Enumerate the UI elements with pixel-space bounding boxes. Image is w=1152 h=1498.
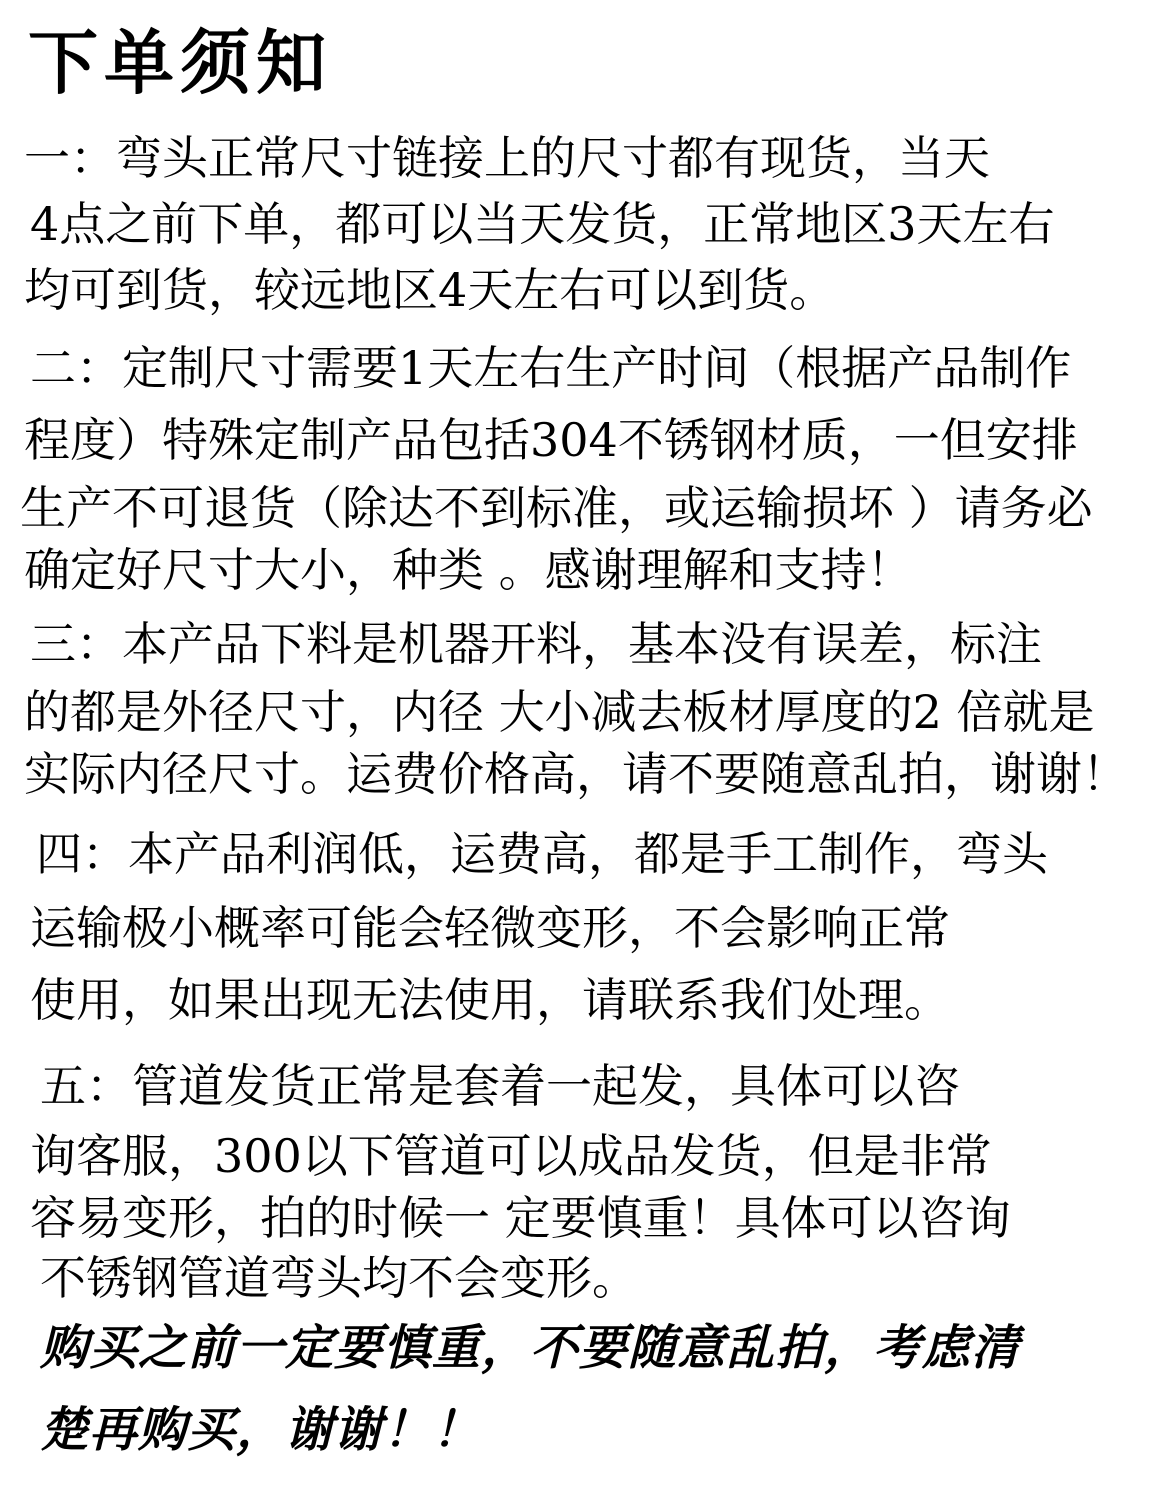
- section-5-line-4: 不锈钢管道弯头均不会变形。: [40, 1251, 638, 1305]
- page-title: 下单须知: [28, 22, 332, 104]
- section-2-line-1: 二：定制尺寸需要1天左右生产时间（根据产品制作: [30, 341, 1072, 395]
- section-3-line-3: 实际内径尺寸。运费价格高，请不要随意乱拍，谢谢！: [24, 747, 1128, 801]
- section-5-line-3: 容易变形，拍的时候一 定要慎重！具体可以咨询: [30, 1191, 1011, 1245]
- section-3-line-2: 的都是外径尺寸，内径 大小减去板材厚度的2 倍就是: [24, 685, 1095, 739]
- section-5-line-2: 询客服，300以下管道可以成品发货，但是非常: [30, 1129, 992, 1183]
- section-2-line-2: 程度）特殊定制产品包括304不锈钢材质，一但安排: [24, 413, 1078, 467]
- emphasis-line-2: 楚再购买，谢谢！！: [40, 1402, 482, 1458]
- section-2-line-3: 生产不可退货（除达不到标准，或运输损坏 ）请务必: [20, 481, 1093, 535]
- section-4-line-2: 运输极小概率可能会轻微变形，不会影响正常: [30, 901, 950, 955]
- section-1-line-3: 均可到货，较远地区4天左右可以到货。: [24, 263, 836, 317]
- section-1-line-1: 一：弯头正常尺寸链接上的尺寸都有现货，当天: [24, 131, 990, 185]
- section-5-line-1: 五：管道发货正常是套着一起发，具体可以咨: [40, 1059, 960, 1113]
- section-4-line-3: 使用，如果出现无法使用，请联系我们处理。: [30, 973, 950, 1027]
- section-3-line-1: 三：本产品下料是机器开料，基本没有误差，标注: [30, 617, 1042, 671]
- section-4-line-1: 四：本产品利润低，运费高，都是手工制作，弯头: [36, 827, 1048, 881]
- section-2-line-4: 确定好尺寸大小，种类 。感谢理解和支持！: [24, 543, 913, 597]
- emphasis-line-1: 购买之前一定要慎重，不要随意乱拍，考虑清: [40, 1320, 1021, 1376]
- section-1-line-2: 4点之前下单，都可以当天发货，正常地区3天左右: [30, 197, 1055, 251]
